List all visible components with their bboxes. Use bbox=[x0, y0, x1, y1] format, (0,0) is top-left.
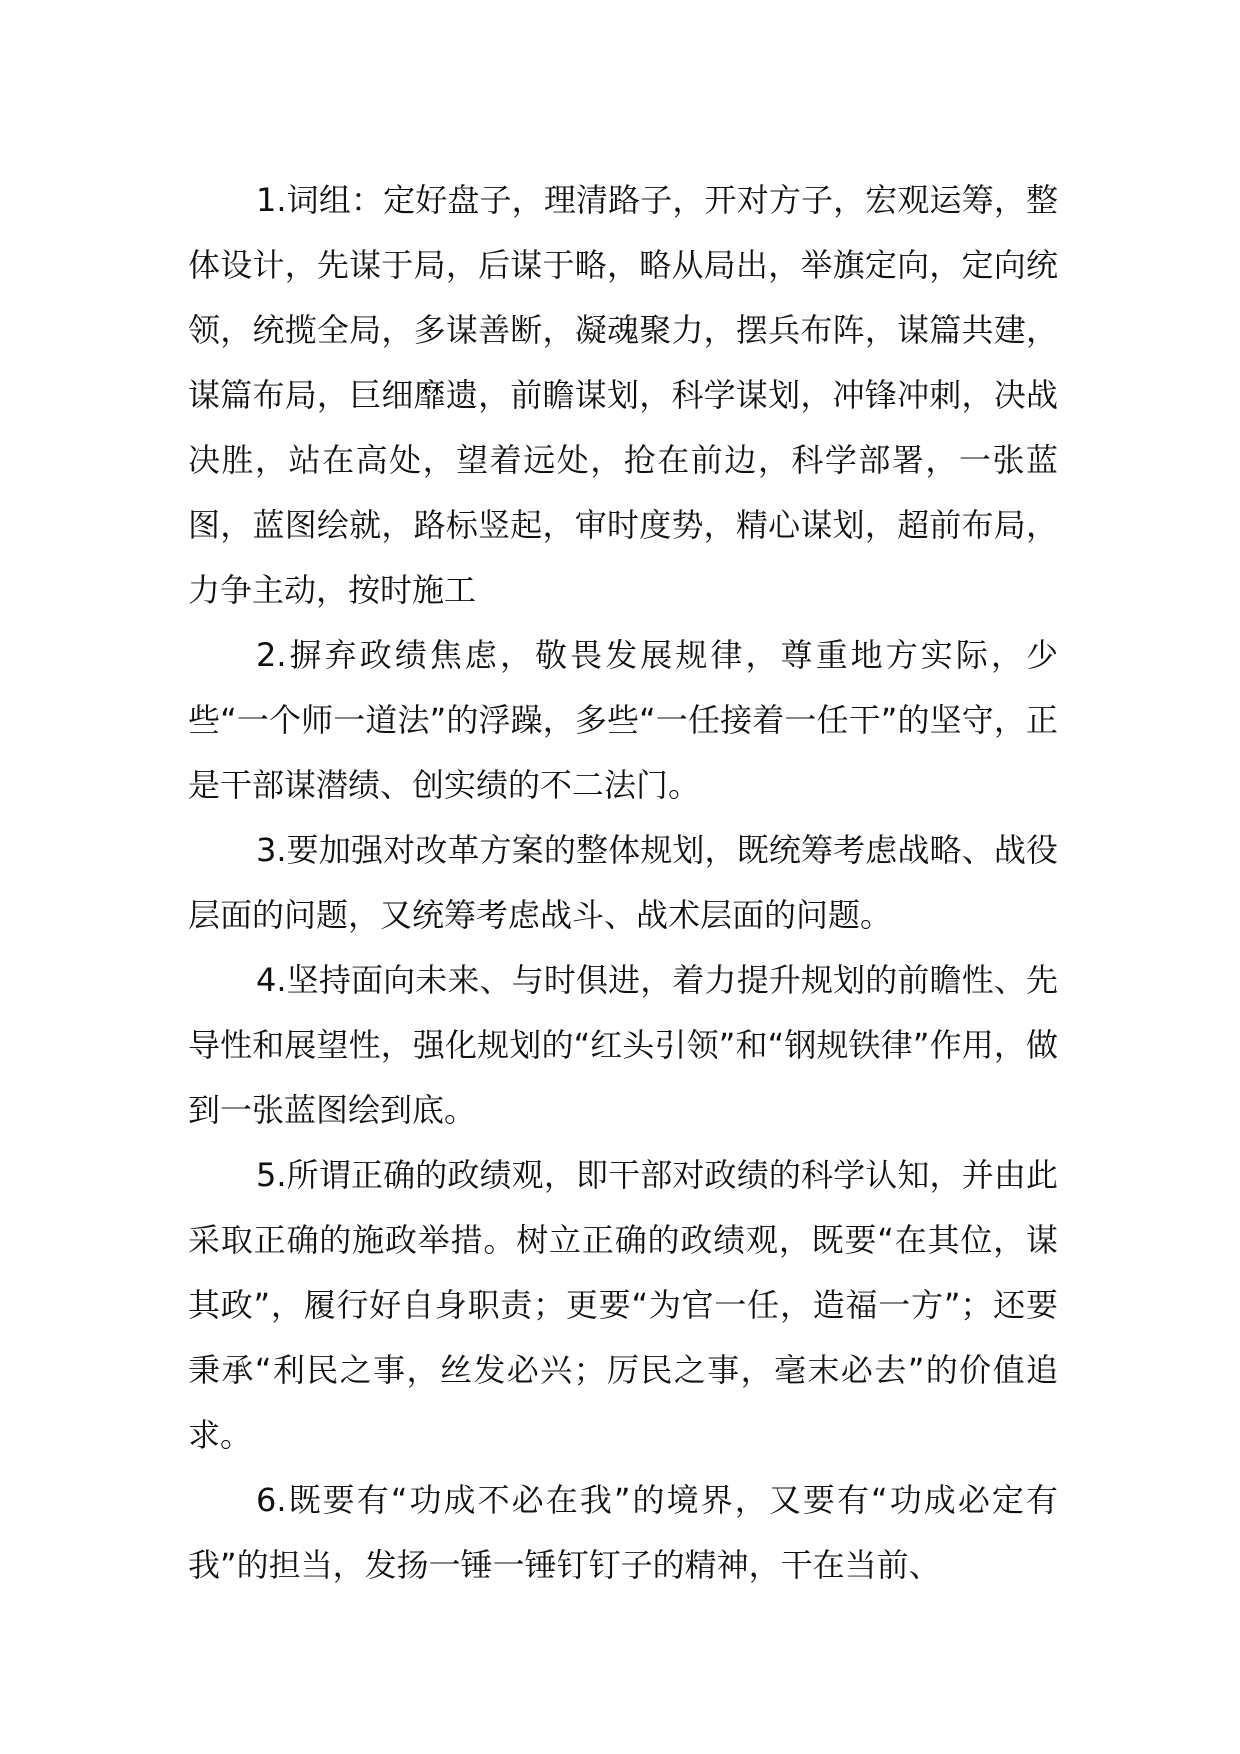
paragraph-2: 2.摒弃政绩焦虑，敬畏发展规律，尊重地方实际，少些“一个师一道法”的浮躁，多些“一任接着一任干”的坚守，正是干部谋潜绩、创实绩的不二法门。 bbox=[188, 636, 1058, 804]
document-body bbox=[188, 168, 1058, 1598]
paragraph-1: 1.词组：定好盘子，理清路子，开对方子，宏观运筹，整体设计，先谋于局，后谋于略，略从局出，举旗定向，定向统领，统揽全局，多谋善断，凝魂聚力，摆兵布阵，谋篇共建，谋篇布局，巨细靡遗，前瞻谋划，科学谋划，冲锋冲刺，决战决胜，站在高处，望着远处，抢在前边，科学部署，一张蓝图，蓝图绘就，路标竖起，审时度势，精心谋划，超前布局，力争主动，按时施工 bbox=[188, 181, 1058, 609]
paragraph-4: 4.坚持面向未来、与时俱进，着力提升规划的前瞻性、先导性和展望性，强化规划的“红头引领”和“钢规铁律”作用，做到一张蓝图绘到底。 bbox=[188, 961, 1058, 1129]
paragraph-5: 5.所谓正确的政绩观，即干部对政绩的科学认知，并由此采取正确的施政举措。树立正确的政绩观，既要“在其位，谋其政”，履行好自身职责；更要“为官一任，造福一方”；还要秉承“利民之事，丝发必兴；厉民之事，毫末必去”的价值追求。 bbox=[188, 1156, 1058, 1454]
paragraph-6: 6.既要有“功成不必在我”的境界，又要有“功成必定有我”的担当，发扬一锤一锤钉钉子的精神，干在当前、 bbox=[188, 1481, 1058, 1584]
paragraph-3: 3.要加强对改革方案的整体规划，既统筹考虑战略、战役层面的问题，又统筹考虑战斗、战术层面的问题。 bbox=[188, 831, 1058, 934]
